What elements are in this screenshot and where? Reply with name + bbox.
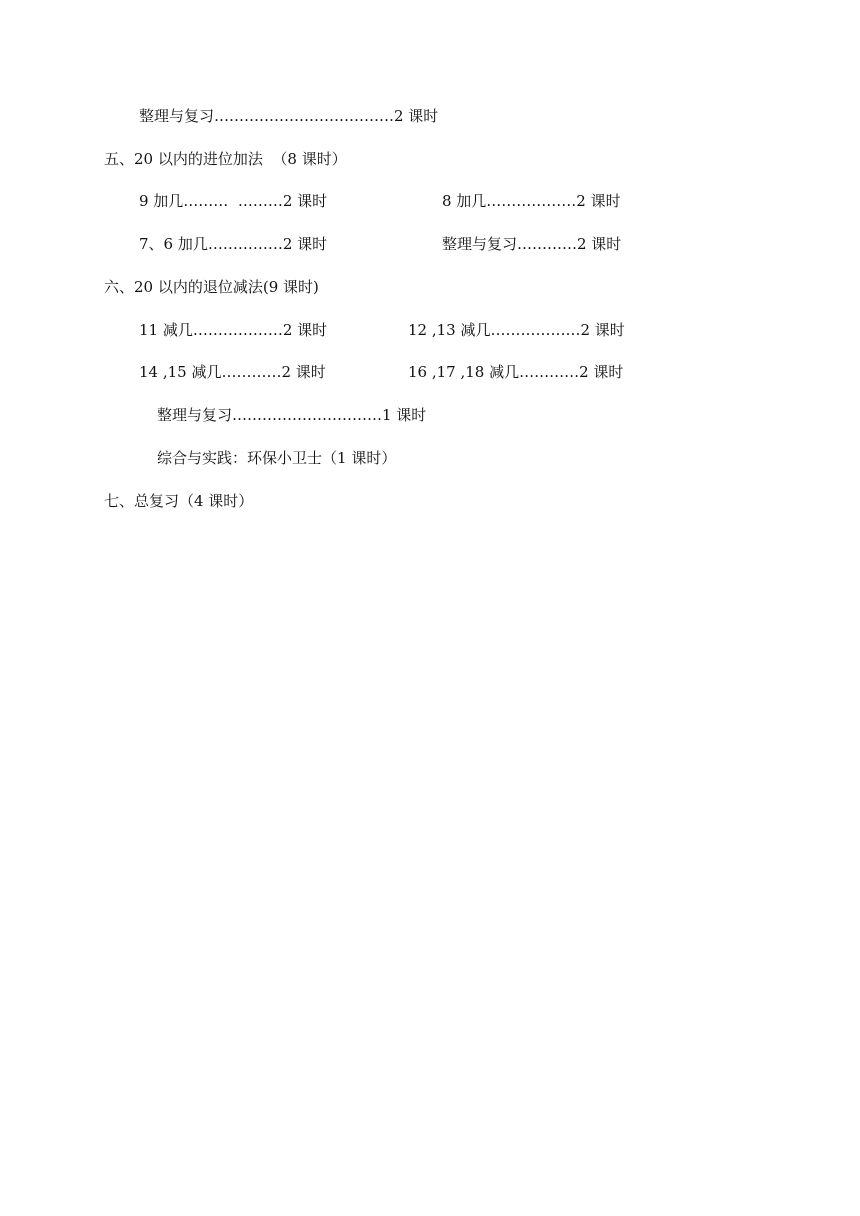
subtract-16-18-line: 16 ,17 ,18 减几…………2 课时 bbox=[408, 363, 624, 381]
section-6-heading: 六、20 以内的退位减法(9 课时) bbox=[104, 278, 319, 296]
subtract-12-13-line: 12 ,13 减几………………2 课时 bbox=[408, 321, 625, 339]
subtract-14-15-line: 14 ,15 减几…………2 课时 bbox=[139, 363, 326, 381]
review-line-3: 整理与复习…………………………1 课时 bbox=[157, 406, 427, 424]
add-9-line: 9 加几……… ………2 课时 bbox=[139, 192, 328, 210]
review-line-2: 整理与复习…………2 课时 bbox=[442, 235, 622, 253]
add-7-6-line: 7、6 加几……………2 课时 bbox=[139, 235, 328, 253]
add-8-line: 8 加几………………2 课时 bbox=[442, 192, 621, 210]
section-7-heading: 七、总复习（4 课时） bbox=[104, 492, 254, 510]
practice-line: 综合与实践：环保小卫士（1 课时） bbox=[157, 449, 397, 467]
review-line-1: 整理与复习………………………………2 课时 bbox=[139, 107, 439, 125]
section-5-heading: 五、20 以内的进位加法 （8 课时） bbox=[104, 150, 347, 168]
subtract-11-line: 11 减几………………2 课时 bbox=[139, 321, 328, 339]
